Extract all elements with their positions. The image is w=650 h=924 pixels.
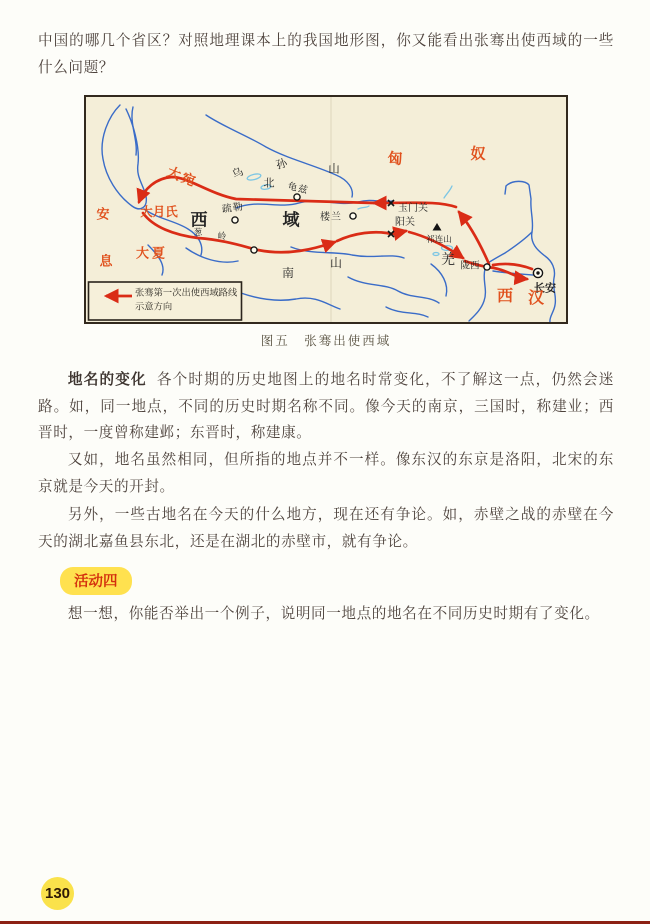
map-label-dayuan: 大宛 xyxy=(164,164,200,190)
map-label-congling-cong: 葱 xyxy=(193,226,203,237)
map-canvas xyxy=(84,95,568,324)
map-label-xihan-xi: 西 xyxy=(496,288,514,306)
section-place-names xyxy=(38,367,614,447)
section-lead-text: 各个时期的历史地图上的地名时常变化，不了解这一点，仍然会迷路。如，同一地点，不同的历史时期名称不同。像今天的南京，三国时，称建业；西晋时，一度曾称建邺；东晋时，称建康。 xyxy=(38,372,614,442)
map-label-qilianshan: 祁连山 xyxy=(426,233,452,244)
activity-section xyxy=(38,555,614,628)
map-label-nanshan-shan: 山 xyxy=(329,256,343,271)
map-label-xiyu-yu: 域 xyxy=(282,210,300,230)
map-label-anxi-xi: 息 xyxy=(99,253,113,269)
activity-badge: 活动四 xyxy=(60,567,132,595)
figure-caption: 图五 张骞出使西域 xyxy=(260,334,392,349)
intro-paragraph: 中国的哪几个省区？对照地理课本上的我国地形图，你又能看出张骞出使西域的一些什么问题？ xyxy=(38,33,614,76)
map-label-legend-line2: 示意方向 xyxy=(135,301,173,312)
map-label-beishan-bei: 北 xyxy=(263,177,275,190)
map-label-xiongnu-nu: 奴 xyxy=(470,145,486,163)
map-label-yangguan: 阳关 xyxy=(395,217,415,229)
section-lead: 地名的变化 xyxy=(67,372,147,389)
map-label-loulan: 楼兰 xyxy=(320,212,342,224)
map-label-yumenguan: 玉门关 xyxy=(398,203,428,215)
figure-zhangqian-map xyxy=(84,95,568,349)
map-label-anxi-an: 安 xyxy=(96,206,110,222)
map-label-shule: 疏勒 xyxy=(221,201,245,216)
map-label-legend-line1: 张骞第一次出使西域路线 xyxy=(135,287,238,298)
map-label-xihan-han: 汉 xyxy=(527,290,545,308)
page-number-badge: 130 xyxy=(41,877,74,910)
map-label-xiongnu-xiong: 匈 xyxy=(387,150,403,168)
map-label-nanshan-nan: 南 xyxy=(281,266,295,281)
map-label-qiang: 羌 xyxy=(441,251,455,268)
activity-question: 想一想，你能否举出一个例子，说明同一地点的地名在不同历史时期有了变化。 xyxy=(67,606,600,623)
map-label-wusun-sun: 孙 xyxy=(274,157,289,173)
map-label-congling-ling: 岭 xyxy=(217,230,227,241)
map-label-beishan-shan: 山 xyxy=(328,163,340,176)
map-label-changan: 长安 xyxy=(534,282,556,295)
map-label-xiyu-xi: 西 xyxy=(190,210,208,230)
map-label-qiuci: 龟兹 xyxy=(286,181,310,197)
paragraph-disputed-places: 另外，一些古地名在今天的什么地方，现在还有争论。如，赤壁之战的赤壁在今天的湖北嘉鱼县东北，还是在湖北的赤壁市，就有争论。 xyxy=(38,507,614,550)
map-label-longxi: 陇西 xyxy=(460,260,480,272)
map-label-daxia: 大夏 xyxy=(135,245,169,261)
paragraph-same-name: 又如，地名虽然相同，但所指的地点并不一样。像东汉的东京是洛阳，北宋的东京就是今天的开封。 xyxy=(38,451,614,495)
map-label-wusun-wu: 乌 xyxy=(230,165,246,182)
map-labels xyxy=(86,97,566,322)
map-label-dayuezhi: 大月氏 xyxy=(140,204,178,219)
